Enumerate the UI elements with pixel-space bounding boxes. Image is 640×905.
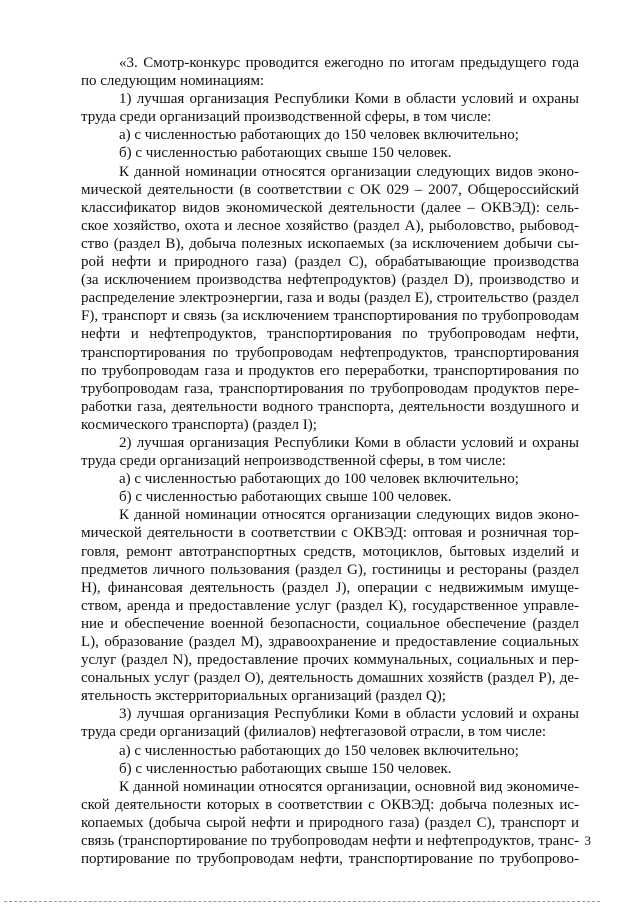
text-line: б) с численностью работающих свыше 150 человек. [119,760,452,777]
text-line: (за исключением производства нефтепродуктов) (раздел D), производство и [81,272,579,289]
text-line: классификатор видов экономической деятельности (далее – ОКВЭД): сель- [81,199,579,216]
text-line: ятельность экстерриториальных организаций (раздел Q); [81,688,446,705]
text-line: по следующим номинациям: [81,73,265,90]
text-line: рой нефти и природного газа) (раздел С), обрабатывающие производства [81,254,579,271]
text-line: К данной номинации относятся организации следующих видов эконо- [119,507,579,524]
text-line: 2) лучшая организация Республики Коми в области условий и охраны [119,434,579,451]
text-line: L), образование (раздел М), здравоохранение и предоставление социальных [81,634,579,650]
text-line: портирование по трубопроводам нефти, транспортирование по трубопрово- [81,851,579,868]
text-line: транспортирования по трубопроводам нефтепродуктов, транспортирования [81,344,579,361]
nomination-1-activities [81,163,579,434]
text-line: б) с численностью работающих свыше 100 человек. [119,489,452,506]
text-line: 1) лучшая организация Республики Коми в области условий и охраны [119,91,579,108]
text-line: космического транспорта) (раздел I); [81,416,317,433]
text-line: ской деятельности которых в соответствии с ОКВЭД: добыча полезных ис- [81,796,579,813]
text-line: копаемых (добыча сырой нефти и природного газа) (раздел С), транспорт и [81,814,579,831]
nomination-1-sub-a [81,126,579,144]
nomination-2-sub-a [81,470,579,488]
text-line: Н), финансовая деятельность (раздел J), операции с недвижимым имуще- [81,579,579,596]
nomination-3-sub-b [81,760,579,778]
text-line: труда среди организаций непроизводственной сферы, в том числе: [81,453,506,470]
text-line: мической деятельности в соответствии с ОКВЭД: оптовая и розничная тор- [81,525,579,542]
text-line: связь (транспортирование по трубопроводам нефти и нефтепродуктов, транс- [81,833,579,850]
page-edge-divider [4,901,600,902]
text-line: ние и обеспечение военной безопасности, социальное обеспечение (раздел [81,615,579,632]
text-line: «3. Смотр-конкурс проводится ежегодно по итогам предыдущего года [119,55,579,71]
nomination-1-sub-b [81,144,579,162]
nomination-2-sub-b [81,488,579,506]
nomination-3 [81,705,579,741]
nomination-3-sub-a [81,742,579,760]
text-line: б) с численностью работающих свыше 150 человек. [119,145,452,162]
text-line: F), транспорт и связь (за исключением транспортирования по трубопроводам [81,308,579,325]
text-line: ством, аренда и предоставление услуг (раздел К), государственное управле- [81,597,579,614]
text-line: по трубопроводам газа и продуктов его переработки, транспортирования по [81,362,579,379]
paragraph-intro [81,54,579,90]
text-line: К данной номинации относятся организации следующих видов эконо- [119,163,579,180]
text-line: сональных услуг (раздел О), деятельность домашних хозяйств (раздел Р), де- [81,670,579,687]
text-line: ство (раздел В), добыча полезных ископаемых (за исключением добычи сы- [81,235,579,252]
text-line: труда среди организаций (филиалов) нефтегазовой отрасли, в том числе: [81,724,547,741]
page-number: 3 [584,833,591,848]
document-body [81,54,579,868]
text-line: нефти и нефтепродуктов, транспортирования по трубопроводам нефти, [81,326,579,343]
text-line: К данной номинации относятся организации, основной вид экономиче- [119,778,579,795]
nomination-2-activities [81,506,579,705]
text-line: а) с численностью работающих до 150 человек включительно; [119,127,519,144]
text-line: а) с численностью работающих до 100 человек включительно; [119,471,519,488]
text-line: предметов личного пользования (раздел G), гостиницы и рестораны (раздел [81,561,579,578]
text-line: мической деятельности (в соответствии с ОК 029 – 2007, Общероссийский [81,181,579,198]
text-line: трубопроводам газа, транспортирования по трубопроводам продуктов пере- [81,380,579,397]
text-line: 3) лучшая организация Республики Коми в области условий и охраны [119,706,579,723]
text-line: а) с численностью работающих до 150 человек включительно; [119,742,519,759]
text-line: говля, ремонт автотранспортных средств, мотоциклов, бытовых изделий и [81,543,579,560]
text-line: распределение электроэнергии, газа и воды (раздел Е), строительство (раздел [81,290,579,307]
nomination-2 [81,434,579,470]
text-line: услуг (раздел N), предоставление прочих коммунальных, социальных и пер- [81,652,579,669]
nomination-1 [81,90,579,126]
nomination-3-activities [81,778,579,868]
text-line: ское хозяйство, охота и лесное хозяйство (раздел А), рыболовство, рыбовод- [81,217,579,234]
text-line: работки газа, деятельности водного транспорта, деятельности воздушного и [81,398,579,415]
text-line: труда среди организаций производственной сферы, в том числе: [81,109,492,126]
